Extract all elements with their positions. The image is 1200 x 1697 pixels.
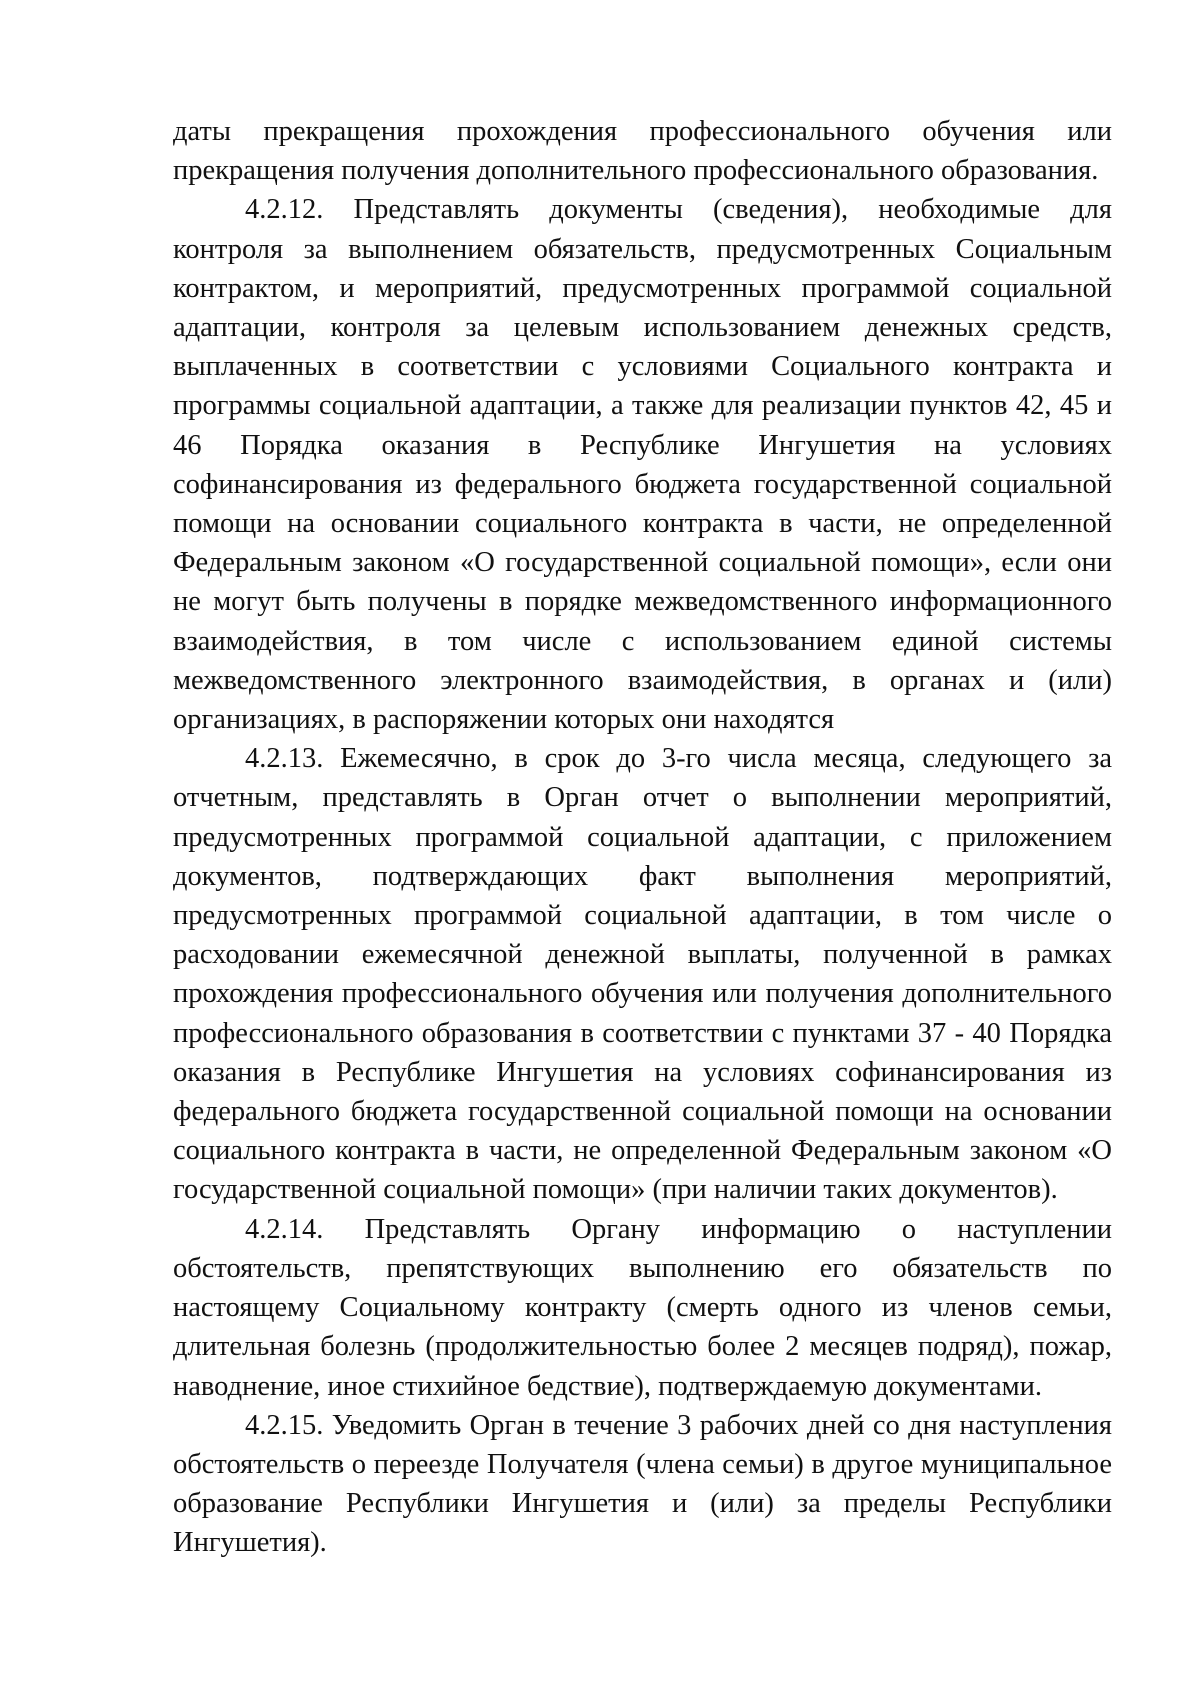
paragraph-4-2-12: 4.2.12. Представлять документы (сведения), необходимые для контроля за выполнением обязательств, предусмотренных Социальным контрактом, и мероприятий, предусмотренных программой социальной адаптации, контроля за целевым использованием денежных средств, выплаченных в соответствии с условиями Социального контракта и программы социальной адаптации, а также для реализации пунктов 42, 45 и 46 Порядка оказания в Республике Ингушетия на условиях софинансирования из федерального бюджета государственной социальной помощи на основании социального контракта в части, не определенной Федеральным законом «О государственной социальной помощи», если они не могут быть получены в порядке межведомственного информационного взаимодействия, в том числе с использованием единой системы межведомственного электронного взаимодействия, в органах и (или) организациях, в распоряжении которых они находятся bbox=[173, 194, 1112, 736]
document-body bbox=[173, 112, 1112, 1563]
paragraph-4-2-15: 4.2.15. Уведомить Орган в течение 3 рабочих дней со дня наступления обстоятельств о переезде Получателя (члена семьи) в другое муниципальное образование Республики Ингушетия и (или) за пределы Республики Ингушетия). bbox=[173, 1409, 1112, 1559]
paragraph-4-2-14: 4.2.14. Представлять Органу информацию о наступлении обстоятельств, препятствующих выполнению его обязательств по настоящему Социальному контракту (смерть одного из членов семьи, длительная болезнь (продолжительностью более 2 месяцев подряд), пожар, наводнение, иное стихийное бедствие), подтверждаемую документами. bbox=[173, 1213, 1112, 1402]
paragraph-continuation: даты прекращения прохождения профессионального обучения или прекращения получения дополнительного профессионального образования. bbox=[173, 116, 1112, 187]
paragraph-4-2-13: 4.2.13. Ежемесячно, в срок до 3-го числа месяца, следующего за отчетным, представлять в Орган отчет о выполнении мероприятий, предусмотренных программой социальной адаптации, с приложением документов, подтверждающих факт выполнения мероприятий, предусмотренных программой социальной адаптации, в том числе о расходовании ежемесячной денежной выплаты, полученной в рамках прохождения профессионального обучения или получения дополнительного профессионального образования в соответствии с пунктами 37 - 40 Порядка оказания в Республике Ингушетия на условиях софинансирования из федерального бюджета государственной социальной помощи на основании социального контракта в части, не определенной Федеральным законом «О государственной социальной помощи» (при наличии таких документов). bbox=[173, 743, 1112, 1206]
